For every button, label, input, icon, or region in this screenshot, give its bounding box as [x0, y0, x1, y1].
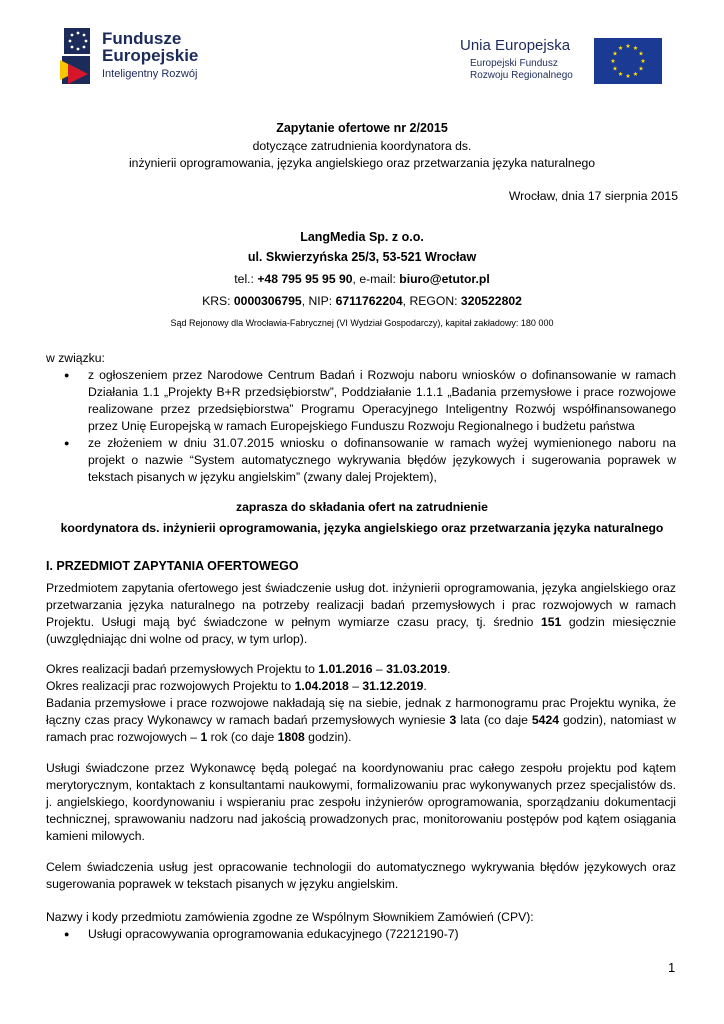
overlap-text-b: lata (co daje: [456, 713, 532, 727]
development-dot: .: [423, 679, 427, 693]
development-period-label: Okres realizacji prac rozwojowych Projektu to: [46, 679, 295, 693]
research-from: 1.01.2016: [318, 662, 373, 676]
overlap-text-d: rok (co daje: [207, 730, 278, 744]
tel-value: +48 795 95 95 90: [257, 272, 353, 286]
research-to: 31.03.2019: [386, 662, 448, 676]
fe-logo-line1: Fundusze: [102, 29, 182, 48]
intro-bullet-1: ● z ogłoszeniem przez Narodowe Centrum Badań i Rozwoju naboru wniosków o dofinansowanie w ramach Działania 1.1 „Projekty B+R przedsiębiorstw”, Poddziałanie 1.1.1 „Badania przemysłowe i prace rozwojowe realizowane przez przedsiębiorstwa” Programu Operacyjnego Inteligentny Rozwój współfinansowanego przez Unię Europejską w ramach Europejskiego Funduszu Rozwoju Regionalnego i budżetu państwa: [46, 367, 676, 435]
krs-label: KRS:: [202, 294, 234, 308]
fundusze-europejskie-mark-icon: [60, 26, 96, 86]
company-name: LangMedia Sp. z o.o.: [300, 230, 424, 244]
eu-logo-line3: Rozwoju Regionalnego: [470, 70, 573, 81]
unia-europejska-logo: [460, 38, 670, 88]
regon-value: 320522802: [460, 294, 522, 308]
offer-subtitle-1: dotyczące zatrudnienia koordynatora ds.: [252, 139, 472, 153]
research-dot: .: [447, 662, 451, 676]
company-address: ul. Skwierzyńska 25/3, 53-521 Wrocław: [247, 250, 477, 264]
fe-logo-line2: Europejskie: [102, 46, 199, 65]
section-1-paragraph-2: [46, 661, 676, 746]
invite-line-1: zaprasza do składania ofert na zatrudnienie: [236, 500, 488, 514]
overlap-years-1: 3: [449, 713, 457, 727]
nip-value: 6711762204: [335, 294, 403, 308]
p1-text-a: Przedmiotem zapytania ofertowego jest świadczenie usług dot. inżynierii oprogramowania, języka angielskiego oraz przetwarzania języka naturalnego na potrzeby realizacji badań przemysłowych i prac rozwojowych w ramach Projektu. Usługi mają być świadczone w pełnym wymiarze czasu pracy, tj. średnio: [46, 581, 676, 629]
section-1-paragraph-5: Nazwy i kody przedmiotu zamówienia zgodne ze Wspólnym Słownikiem Zamówień (CPV):: [46, 910, 534, 924]
section-1-heading: I. PRZEDMIOT ZAPYTANIA OFERTOWEGO: [46, 559, 299, 573]
tel-label: tel.:: [234, 272, 258, 286]
offer-subtitle-2: inżynierii oprogramowania, języka angielskiego oraz przetwarzania języka naturalnego: [128, 156, 596, 170]
p1-hours: 151: [540, 615, 562, 629]
cpv-item-1: ● Usługi opracowywania oprogramowania edukacyjnego (72212190-7): [46, 926, 676, 943]
email-value: biuro@etutor.pl: [399, 272, 490, 286]
development-period: [46, 678, 676, 695]
research-period: [46, 661, 676, 678]
development-to: 31.12.2019: [362, 679, 424, 693]
date-line: Wrocław, dnia 17 sierpnia 2015: [508, 189, 678, 203]
overlap-hours-1: 5424: [531, 713, 560, 727]
offer-title: Zapytanie ofertowe nr 2/2015: [276, 121, 448, 135]
section-1-paragraph-3: Usługi świadczone przez Wykonawcę będą polegać na koordynowaniu prac całego zespołu projektu pod kątem merytorycznym, kontaktach z konsultantami naukowymi, formalizowaniu prac wykonywanych przez specjalistów ds. j. angielskiego, koordynowaniu i wspieraniu prac zespołu inżynierów oprogramowania, sporządzaniu dokumentacji technicznej, sprawowaniu nadzoru nad jakością prowadzonych prac, monitorowaniu postępów pod kątem osiągania kamieni milowych.: [46, 761, 676, 843]
invite-line-2: koordynatora ds. inżynierii oprogramowania, języka angielskiego oraz przetwarzania języka naturalnego: [60, 521, 664, 535]
eu-logo-line1: Unia Europejska: [460, 37, 571, 54]
company-court: Sąd Rejonowy dla Wrocławia-Fabrycznej (VI Wydział Gospodarczy), kapitał zakładowy: 180 000: [170, 318, 554, 328]
company-contact: [40, 272, 684, 286]
overlap-text-a: Badania przemysłowe i prace rozwojowe nakładają się na siebie, jednak z harmonogramu prac Projektu wynika, że łączny czas pracy Wykonawcy w ramach badań przemysłowych wyniesie: [46, 696, 676, 727]
page-number: 1: [668, 960, 676, 975]
company-registry: [40, 294, 684, 308]
development-from: 1.04.2018: [294, 679, 349, 693]
overlap-text-c: godzin), natomiast w ramach prac rozwojowych –: [46, 713, 676, 744]
email-label: , e-mail:: [352, 272, 400, 286]
cpv-list: [46, 926, 676, 943]
section-1-paragraph-1: [46, 580, 676, 648]
overlap-note: [46, 695, 676, 746]
intro-bullet-2: ● ze złożeniem w dniu 31.07.2015 wniosku o dofinansowanie w ramach wyżej wymienionego naboru na projekt o nazwie “System automatycznego wykrywania błędów językowych i sugerowania poprawek w tekstach pisanych w języku angielskim” (zwany dalej Projektem),: [46, 435, 676, 486]
overlap-years-2: 1: [200, 730, 208, 744]
overlap-hours-2: 1808: [277, 730, 305, 744]
section-1-paragraph-4: Celem świadczenia usług jest opracowanie technologii do automatycznego wykrywania błędów językowych oraz sugerowania poprawek w tekstach pisanych w języku angielskim.: [46, 860, 676, 891]
development-dash: –: [348, 679, 363, 693]
research-period-label: Okres realizacji badań przemysłowych Projektu to: [46, 662, 319, 676]
intro-list: [46, 367, 676, 486]
intro-lead: w związku:: [46, 351, 105, 365]
fe-logo-line3: Inteligentny Rozwój: [102, 68, 198, 80]
eu-logo-line2: Europejski Fundusz: [470, 58, 558, 69]
regon-label: , REGON:: [402, 294, 461, 308]
p1-text-b: godzin miesięcznie (uwzględniając dni wolne od pracy, w tym urlop).: [46, 615, 676, 646]
eu-flag-icon: [594, 38, 662, 84]
krs-value: 0000306795: [233, 294, 302, 308]
research-dash: –: [372, 662, 387, 676]
fundusze-europejskie-logo: [60, 26, 230, 86]
nip-label: , NIP:: [301, 294, 336, 308]
overlap-text-e: godzin).: [304, 730, 352, 744]
